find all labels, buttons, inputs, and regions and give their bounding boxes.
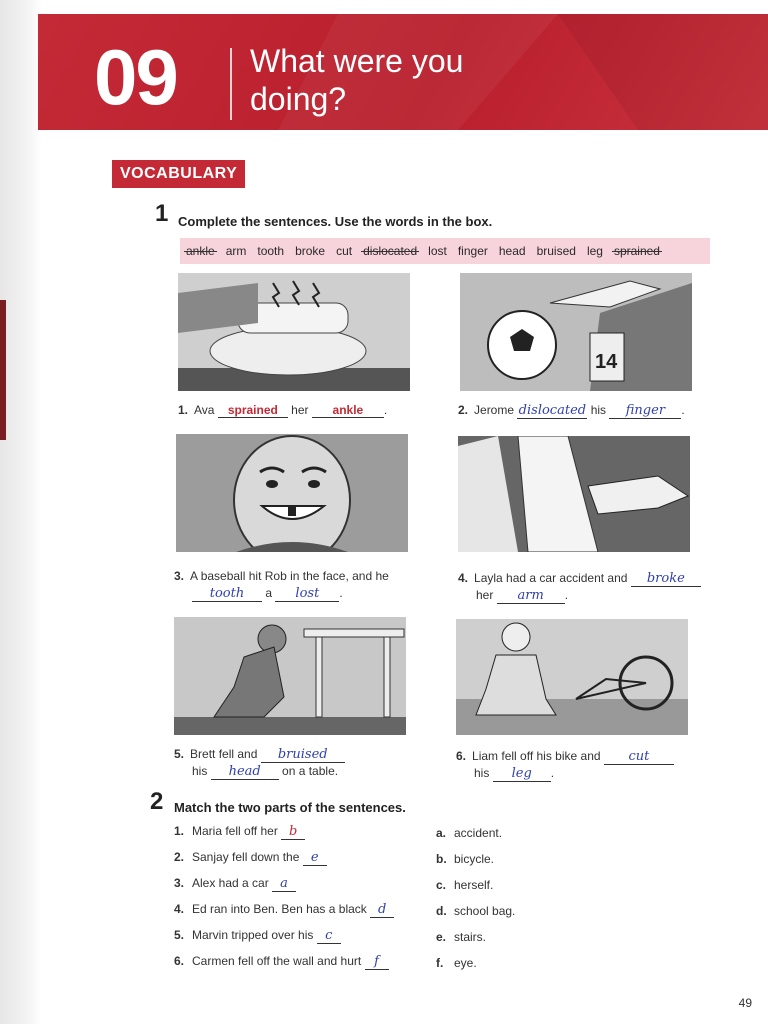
item-number: 1. <box>178 403 189 417</box>
word-box-item: finger <box>457 244 488 258</box>
sentence-text: . <box>339 586 343 600</box>
banner-divider <box>230 48 232 120</box>
word-box-item: cut <box>336 244 353 258</box>
illustration-sprained-ankle <box>178 273 410 391</box>
item-number: 6. <box>456 749 467 763</box>
sentence-text: Jerome <box>474 403 515 417</box>
word-box-item: leg <box>586 244 603 258</box>
option-text: herself. <box>454 878 494 892</box>
word-box-item: sprained <box>613 244 660 258</box>
item-number: 3. <box>174 876 185 890</box>
sentence-text: her <box>476 588 494 602</box>
svg-text:14: 14 <box>595 351 618 373</box>
item-number: 5. <box>174 928 185 942</box>
sentence-text: his <box>474 766 490 780</box>
sentence-text: . <box>564 588 569 602</box>
option-text: eye. <box>454 956 477 970</box>
match-option-c <box>436 878 493 892</box>
word-box-item: ankle <box>186 244 215 258</box>
illustration-bruised-head <box>174 617 406 735</box>
sentence-text: Ava <box>194 403 215 417</box>
illustration-broken-arm <box>458 436 690 552</box>
item-number: 1. <box>174 824 185 838</box>
item-number: 2. <box>174 850 185 864</box>
match-left-6 <box>174 954 389 970</box>
word-box <box>180 238 710 264</box>
exercise-2-instruction: Match the two parts of the sentences. <box>174 800 406 815</box>
sentence-text: . <box>550 766 555 780</box>
answer-blank[interactable]: ankle <box>312 403 384 418</box>
answer-blank[interactable]: broke <box>631 572 701 587</box>
item-number: 6. <box>174 954 185 968</box>
match-left-4 <box>174 902 394 918</box>
sentence-text: a <box>265 586 273 600</box>
illustration-dislocated-finger <box>460 273 692 391</box>
match-left-2 <box>174 850 327 866</box>
match-option-f <box>436 956 477 970</box>
illustration-cut-leg <box>456 619 688 735</box>
match-option-e <box>436 930 486 944</box>
item-number: 3. <box>174 569 185 583</box>
match-left-1 <box>174 824 305 840</box>
exercise-1-item-1 <box>178 402 387 419</box>
option-letter: f. <box>436 956 444 970</box>
match-left-5 <box>174 928 341 944</box>
answer-blank[interactable]: dislocated <box>518 403 587 418</box>
option-letter: e. <box>436 930 447 944</box>
book-gutter <box>0 0 42 1024</box>
match-answer[interactable]: c <box>317 928 341 944</box>
answer-blank[interactable]: arm <box>497 589 565 604</box>
answer-blank[interactable]: finger <box>609 404 681 419</box>
word-box-item: tooth <box>257 244 285 258</box>
match-answer[interactable]: b <box>281 824 305 840</box>
sentence-text: his <box>590 403 607 417</box>
answer-blank[interactable]: sprained <box>218 403 288 418</box>
answer-blank[interactable]: head <box>211 765 279 780</box>
item-number: 5. <box>174 747 185 761</box>
exercise-1-number: 1 <box>155 200 169 227</box>
word-box-item: dislocated <box>363 244 418 258</box>
answer-blank[interactable]: lost <box>275 587 339 602</box>
word-box-item: arm <box>225 244 247 258</box>
match-answer[interactable]: a <box>272 876 296 892</box>
sentence-text: A baseball hit Rob in the face, and he <box>190 569 389 583</box>
option-letter: a. <box>436 826 447 840</box>
sentence-text: his <box>192 764 208 778</box>
match-left-3 <box>174 876 296 892</box>
exercise-2-number: 2 <box>150 788 164 815</box>
sentence-text: Carmen fell off the wall and hurt <box>192 954 362 968</box>
unit-number: 09 <box>94 33 177 121</box>
word-box-item: lost <box>428 244 447 258</box>
option-letter: b. <box>436 852 447 866</box>
word-box-item: head <box>498 244 526 258</box>
sentence-text: Maria fell off her <box>192 824 278 838</box>
item-number: 4. <box>458 571 469 585</box>
sentence-text: Layla had a car accident and <box>474 571 628 585</box>
word-box-item: bruised <box>536 244 576 258</box>
section-label: VOCABULARY <box>112 160 245 188</box>
option-text: bicycle. <box>454 852 495 866</box>
page-edge-mark <box>0 300 6 440</box>
option-text: accident. <box>454 826 503 840</box>
unit-title: What were you doing? <box>250 43 464 117</box>
option-text: stairs. <box>454 930 487 944</box>
sentence-text: Liam fell off his bike and <box>472 749 601 763</box>
answer-blank[interactable]: cut <box>604 750 674 765</box>
match-option-a <box>436 826 502 840</box>
answer-blank[interactable]: leg <box>493 767 551 782</box>
option-letter: d. <box>436 904 447 918</box>
match-answer[interactable]: d <box>370 902 394 918</box>
option-text: school bag. <box>454 904 516 918</box>
item-number: 4. <box>174 902 185 916</box>
exercise-1-item-6 <box>456 748 674 782</box>
answer-blank[interactable]: bruised <box>261 748 345 763</box>
sentence-text: Marvin tripped over his <box>192 928 314 942</box>
item-number: 2. <box>458 403 469 417</box>
sentence-text: her <box>291 403 309 417</box>
match-option-b <box>436 852 494 866</box>
sentence-text: on a table. <box>282 764 339 778</box>
exercise-1-item-4 <box>458 570 701 604</box>
option-letter: c. <box>436 878 447 892</box>
page-number: 49 <box>738 996 752 1010</box>
answer-blank[interactable]: tooth <box>192 587 262 602</box>
exercise-1-item-2 <box>458 402 685 419</box>
match-option-d <box>436 904 515 918</box>
word-box-item: broke <box>295 244 326 258</box>
match-answer[interactable]: f <box>365 954 389 970</box>
exercise-1-item-5 <box>174 746 345 780</box>
sentence-text: Sanjay fell down the <box>192 850 300 864</box>
match-answer[interactable]: e <box>303 850 327 866</box>
sentence-text: . <box>681 403 685 417</box>
exercise-1-instruction: Complete the sentences. Use the words in the box. <box>178 214 493 229</box>
sentence-text: . <box>383 403 388 417</box>
sentence-text: Brett fell and <box>190 747 258 761</box>
sentence-text: Ed ran into Ben. Ben has a black <box>192 902 367 916</box>
illustration-lost-tooth <box>176 434 408 552</box>
sentence-text: Alex had a car <box>192 876 269 890</box>
exercise-1-item-3 <box>174 568 389 602</box>
